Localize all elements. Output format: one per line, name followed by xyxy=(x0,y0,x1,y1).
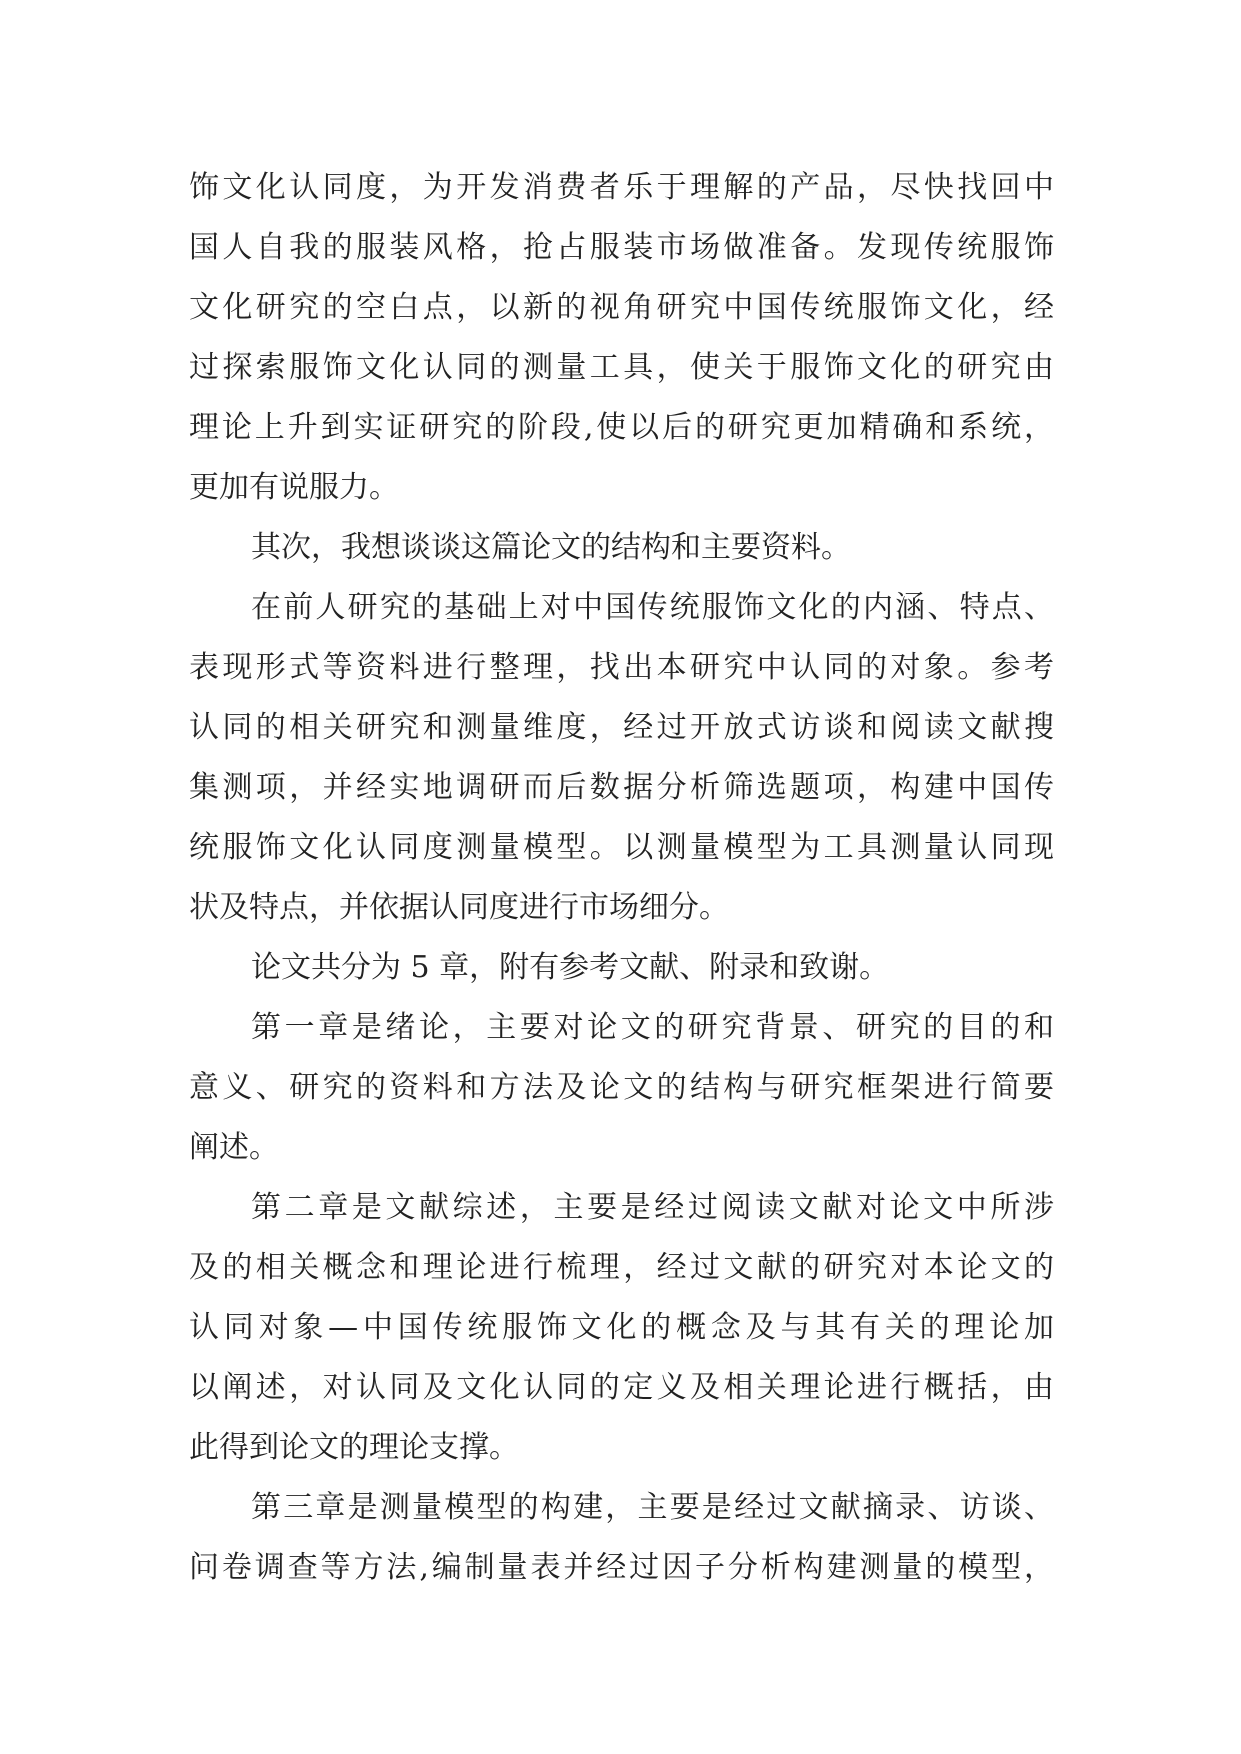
paragraph-line: 文化研究的空白点，以新的视角研究中国传统服饰文化，经 xyxy=(189,290,1054,325)
paragraph-line: 在前人研究的基础上对中国传统服饰文化的内涵、特点、 xyxy=(251,590,1054,625)
paragraph-line: 阐述。 xyxy=(189,1130,279,1165)
paragraph-line: 理论上升到实证研究的阶段,使以后的研究更加精确和系统， xyxy=(189,410,1054,445)
paragraph-line: 表现形式等资料进行整理，找出本研究中认同的对象。参考 xyxy=(189,650,1054,685)
paragraph-line: 统服饰文化认同度测量模型。以测量模型为工具测量认同现 xyxy=(189,830,1054,865)
paragraph-line: 状及特点，并依据认同度进行市场细分。 xyxy=(189,890,729,925)
paragraph-line: 及的相关概念和理论进行梳理，经过文献的研究对本论文的 xyxy=(189,1250,1054,1285)
paragraph-line: 问卷调查等方法,编制量表并经过因子分析构建测量的模型， xyxy=(189,1550,1054,1585)
paragraph-line: 认同的相关研究和测量维度，经过开放式访谈和阅读文献搜 xyxy=(189,710,1054,745)
paragraph-line: 国人自我的服装风格，抢占服装市场做准备。发现传统服饰 xyxy=(189,230,1054,265)
paragraph-line: 第一章是绪论，主要对论文的研究背景、研究的目的和 xyxy=(251,1010,1054,1045)
paragraph-line: 其次，我想谈谈这篇论文的结构和主要资料。 xyxy=(251,530,851,565)
paragraph-line: 以阐述，对认同及文化认同的定义及相关理论进行概括，由 xyxy=(189,1370,1054,1405)
paragraph-line: 论文共分为 5 章，附有参考文献、附录和致谢。 xyxy=(251,950,890,985)
paragraph-line: 第三章是测量模型的构建，主要是经过文献摘录、访谈、 xyxy=(251,1490,1054,1525)
paragraph-line: 更加有说服力。 xyxy=(189,470,399,505)
paragraph-line: 饰文化认同度，为开发消费者乐于理解的产品，尽快找回中 xyxy=(189,170,1054,205)
paragraph-line: 集测项，并经实地调研而后数据分析筛选题项，构建中国传 xyxy=(189,770,1054,805)
document-body xyxy=(189,158,1054,1598)
paragraph-line: 第二章是文献综述，主要是经过阅读文献对论文中所涉 xyxy=(251,1190,1054,1225)
paragraph-line: 过探索服饰文化认同的测量工具，使关于服饰文化的研究由 xyxy=(189,350,1054,385)
paragraph-line: 此得到论文的理论支撑。 xyxy=(189,1430,519,1465)
paragraph-line: 认同对象—中国传统服饰文化的概念及与其有关的理论加 xyxy=(189,1310,1054,1345)
paragraph-line: 意义、研究的资料和方法及论文的结构与研究框架进行简要 xyxy=(189,1070,1054,1105)
